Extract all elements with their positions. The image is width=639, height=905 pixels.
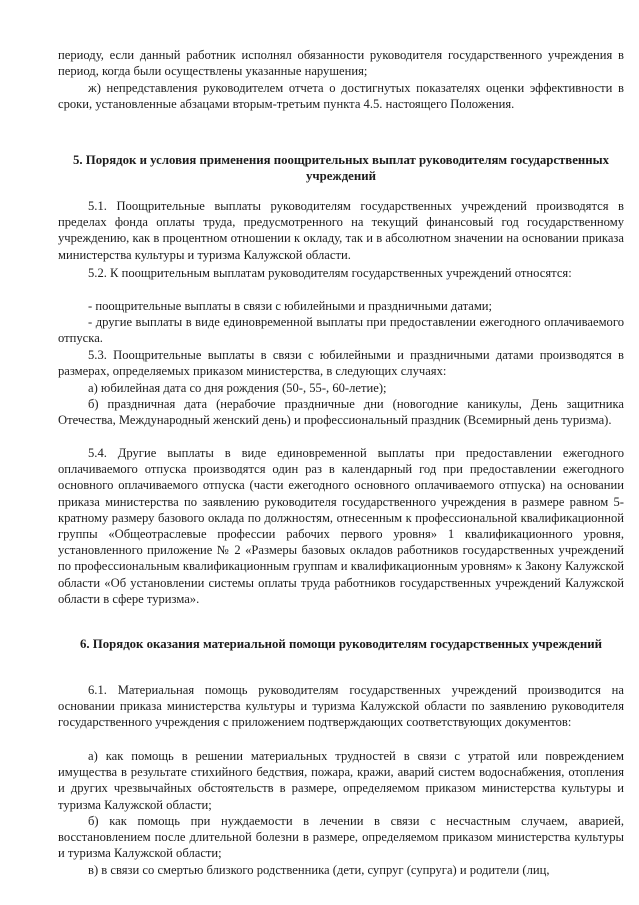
- paragraph-6-1-item-b: б) как помощь при нуждаемости в лечении в связи с несчастным случаем, аварией, восстановлением после длительной болезни в размере, определяемом приказом министерства культуры и туризма Калужской области;: [58, 814, 624, 861]
- paragraph-5-2-item-1: - поощрительные выплаты в связи с юбилейными и праздничными датами;: [88, 299, 493, 313]
- paragraph-6-1-item-v: в) в связи со смертью близкого родственника (дети, супруг (супруга) и родители (лиц,: [88, 863, 550, 877]
- paragraph-item-zh: ж) непредставления руководителем отчета о достигнутых показателях оценки эффективности в сроки, установленные абзацами вторым-третьим пункта 4.5. настоящего Положения.: [58, 81, 624, 112]
- section-5-heading: 5. Порядок и условия применения поощрительных выплат руководителям государственных учреждений: [72, 153, 610, 184]
- paragraph-5-3-item-a: а) юбилейная дата со дня рождения (50-, 55-, 60-летие);: [88, 381, 387, 395]
- paragraph-5-2: 5.2. К поощрительным выплатам руководителям государственных учреждений относятся:: [88, 266, 572, 280]
- paragraph-intro-continuation: периоду, если данный работник исполнял обязанности руководителя государственного учреждения в период, когда были осуществлены указанные нарушения;: [58, 48, 624, 79]
- paragraph-5-3-item-b: б) праздничная дата (нерабочие праздничные дни (новогодние каникулы, День защитника Отечества, Международный женский день) и профессиональный праздник (Всемирный день туризма).: [58, 397, 624, 428]
- paragraph-5-4: 5.4. Другие выплаты в виде единовременной выплаты при предоставлении ежегодного оплачиваемого отпуска производятся один раз в календарный год при предоставлении ежегодного основного оплачиваемого отпуска (части ежегодного основного оплачиваемого отпуска) на основании приказа министерства по заявлению руководителя государственного учреждения в размере равном 5-кратному размеру базового оклада по должностям, отнесенным к профессиональной квалификационной группы «Общеотраслевые профессии рабочих первого уровня» 1 квалификационного уровня, установленного приложение № 2 «Размеры базовых окладов работников государственных учреждений по профессиональным квалификационным группам и квалификационным уровням» к Закону Калужской области «Об установлении системы оплаты труда работников государственных учреждений Калужской области в сфере туризма».: [58, 446, 624, 606]
- paragraph-5-3: 5.3. Поощрительные выплаты в связи с юбилейными и праздничными датами производятся в размерах, определяемых приказом министерства, в следующих случаях:: [58, 348, 624, 379]
- paragraph-6-1-item-a: а) как помощь в решении материальных трудностей в связи с утратой или повреждением имущества в результате стихийного бедствия, пожара, кражи, аварий систем водоснабжения, отопления и других чрезвычайных обстоятельств в размере, определяемом приказом министерства культуры и туризма Калужской области;: [58, 749, 624, 812]
- section-6-heading: 6. Порядок оказания материальной помощи руководителям государственных учреждений: [80, 637, 602, 651]
- paragraph-6-1: 6.1. Материальная помощь руководителям государственных учреждений производится на основании приказа министерства культуры и туризма Калужской области по заявлению руководителя государственного учреждения с приложением подтверждающих соответствующих документов:: [58, 683, 624, 730]
- paragraph-5-2-item-2: - другие выплаты в виде единовременной выплаты при предоставлении ежегодного оплачиваемого отпуска.: [58, 315, 624, 346]
- paragraph-5-1: 5.1. Поощрительные выплаты руководителям государственных учреждений производятся в пределах фонда оплаты труда, предусмотренного на текущий финансовый год государственному учреждению, как в процентном отношении к окладу, так и в абсолютном значении на основании приказа министерства культуры и туризма Калужской области.: [58, 199, 624, 262]
